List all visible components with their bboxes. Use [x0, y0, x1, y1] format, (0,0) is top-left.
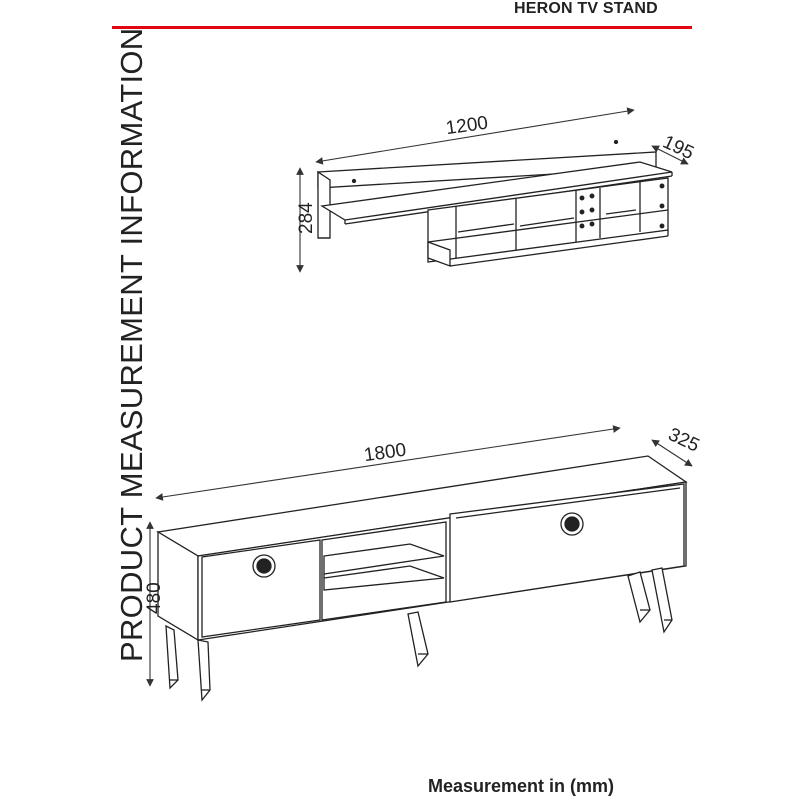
- stand-height-label: 480: [144, 582, 165, 614]
- stand-depth-label: 325: [664, 424, 703, 457]
- tv-stand-drawing: [158, 456, 686, 700]
- side-label: PRODUCT MEASUREMENT INFORMATION: [114, 27, 149, 662]
- shelf-height-label: 284: [296, 202, 317, 234]
- shelf-width-label: 1200: [444, 112, 490, 140]
- wall-shelf-drawing: [318, 141, 672, 267]
- units-note: Measurement in (mm): [428, 776, 615, 796]
- stand-width-label: 1800: [362, 439, 408, 467]
- shelf-depth-label: 195: [659, 131, 698, 165]
- page-title: HERON TV STAND: [514, 0, 658, 17]
